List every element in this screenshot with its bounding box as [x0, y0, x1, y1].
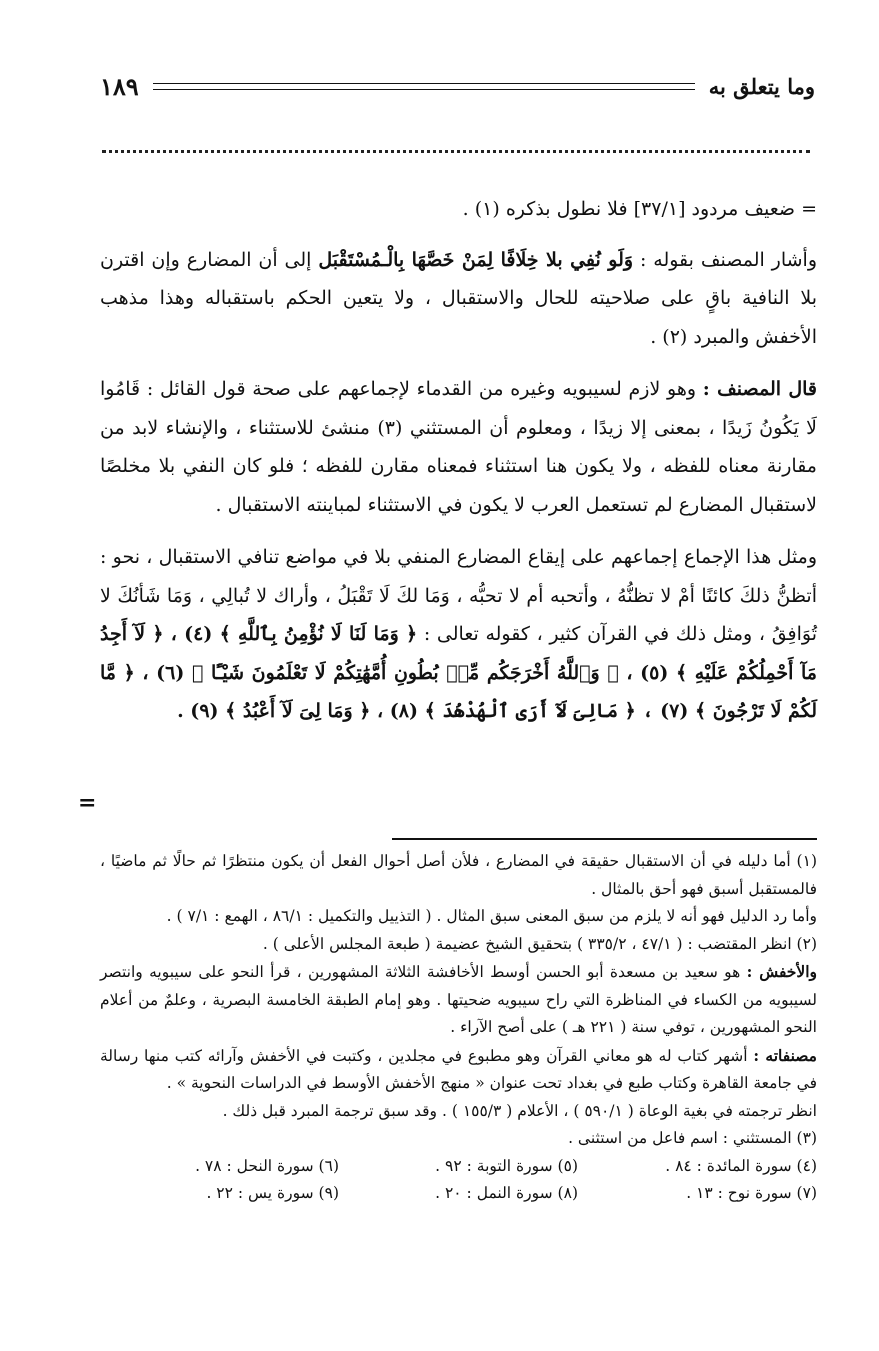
- dotted-separator: [102, 150, 810, 153]
- surah-references: [100, 1153, 817, 1208]
- main-text: [100, 190, 817, 745]
- works-text: أشهر كتاب له هو معاني القرآن وهو مطبوع في مجلدين ، وكتبت في الأخفش وآرائه كتب منها رسالة في جامعة القاهرة وكتاب طبع في بغداد تحت عنوان « منهج الأخفش الأوسط في الدراسات النحوية » .: [100, 1046, 817, 1092]
- akhfash-label: والأخفش :: [746, 962, 818, 981]
- paragraph-continued: = ضعيف مردود [٣٧/١] فلا نطول بذكره (١) .: [462, 198, 817, 220]
- author-label: قال المصنف :: [702, 378, 817, 400]
- paragraph-2-quote: وَلَو نُفِي بلا خِلَافًا لِمَنْ خَصَّهَا بِالْـمُسْتَقْبَل: [318, 248, 634, 271]
- paragraph-4: [100, 538, 817, 731]
- biography-reference: انظر ترجمته في بغية الوعاة ( ٥٩٠/١ ) ، الأعلام ( ١٥٥/٣ ) . وقد سبق ترجمة المبرد قبل ذلك .: [222, 1101, 817, 1120]
- footnote-rule: [392, 838, 817, 840]
- paragraph-2-lead: وأشار المصنف بقوله :: [633, 248, 817, 271]
- running-title: وما يتعلق به: [708, 73, 815, 99]
- page-header: [100, 68, 815, 104]
- footnotes: [100, 848, 817, 1208]
- footnote-6: (٦) سورة النحل : ٧٨ .: [195, 1156, 339, 1175]
- akhfash-text: هو سعيد بن مسعدة أبو الحسن أوسط الأخافشة الثلاثة المشهورين ، قرأ النحو على سيبويه وانتصر لسيبويه من الكساء في المناظرة التي راح سيبويه ضحيتها . وهو إمام الطبقة الخامسة البصرية ، وعلمٌ من أعلام النحو المشهورين ، توفي سنة ( ٢٢١ هـ ) على أصح الآراء .: [100, 963, 817, 1036]
- footnote-4: (٤) سورة المائدة : ٨٤ .: [665, 1156, 817, 1175]
- footnote-7: (٧) سورة نوح : ١٣ .: [686, 1184, 817, 1202]
- works-label: مصنفاته :: [753, 1045, 817, 1065]
- page-number: ١٨٩: [100, 71, 139, 101]
- footnote-5: (٥) سورة التوبة : ٩٢ .: [435, 1156, 578, 1175]
- footnote-3: (٣) المستثني : اسم فاعل من استثنى .: [568, 1129, 817, 1147]
- quran-verses: ﴿ وَمَا لَنَا لَا نُؤْمِنُ بِٱللَّهِ ﴾ (٤) ، ﴿ لَآ أَجِدُ مَآ أَحْمِلُكُمْ عَلَيْهِ ﴾ (٥) ، ﴿ وَٱللَّهُ أَخْرَجَكُم مِّنۢ بُطُونِ أُمَّهَٰتِكُمْ لَا تَعْلَمُونَ شَيْـًٔا ﴾ (٦) ، ﴿ مَّا لَكُمْ لَا تَرْجُونَ ﴾ (٧) ، ﴿ مَالِىَ لَآ أَرَى ٱلْهُدْهُدَ ﴾ (٨) ، ﴿ وَمَا لِىَ لَآ أَعْبُدُ ﴾ (٩) .: [100, 623, 817, 722]
- header-double-rule: [153, 83, 695, 90]
- works-note: [100, 1042, 817, 1098]
- footnote-2: (٢) انظر المقتضب : ( ٤٧/١ ، ٣٣٥/٢ ) بتحقيق الشيخ عضيمة ( طبعة المجلس الأعلى ) .: [262, 934, 817, 953]
- footnote-1-continued: وأما رد الدليل فهو أنه لا يلزم من سبق المعنى سبق المثال . ( التذييل والتكميل : ٨٦/١ ، الهمع : ٧/١ ) .: [166, 907, 817, 925]
- akhfash-note: [100, 958, 817, 1042]
- paragraph-3-text: وهو لازم لسيبويه وغيره من القدماء لإجماعهم على صحة قول القائل : قَامُوا لَا يَكُونُ زَيدًا ، بمعنى إلا زيدًا ، ومعلوم أن المستثني (٣) منشئ للاستثناء ، والإنشاء لابد من مقارنة معناه للفظه ، ولا يكون هنا استثناء فمعناه مقارن للفظه ؛ فلو كان النفي بلا مخلصًا لاستقبال المضارع لم تستعمل العرب لا يكون في الاستثناء لمباينته الاستقبال .: [100, 378, 817, 516]
- continuation-mark: =: [78, 790, 97, 816]
- footnote-1: (١) أما دليله في أن الاستقبال حقيقة في المضارع ، فلأن أصل أحوال الفعل أن يكون منتظرًا ثم حالًا ثم ماضيًا ، فالمستقبل أسبق فهو أحق بالمثال .: [100, 852, 817, 898]
- footnote-9: (٩) سورة يس : ٢٢ .: [206, 1184, 339, 1202]
- paragraph-2: [100, 241, 817, 357]
- footnote-8: (٨) سورة النمل : ٢٠ .: [435, 1184, 578, 1202]
- paragraph-3: [100, 370, 817, 524]
- paragraph-2-rest: إلى أن المضارع وإن اقترن بلا النافية باقٍ على صلاحيته للحال والاستقبال ، ولا يتعين الحكم باستقباله وهذا مذهب الأخفش والمبرد (٢) .: [100, 248, 817, 348]
- paragraph-4-text: ومثل هذا الإجماع إجماعهم على إيقاع المضارع المنفي بلا في مواضع تنافي الاستقبال ، نحو : أتظنُّ ذلكَ كائنًا أمْ لا تظنُّهُ ، وأتحبه أم لا تحبُّه ، وَمَا لكَ لَا تَقْبَلُ ، وأراك لا تُبالِي ، وَمَا شَأنُكَ لا تُوَافِقُ ، ومثل ذلك في القرآن كثير ، كقوله تعالى :: [100, 546, 818, 645]
